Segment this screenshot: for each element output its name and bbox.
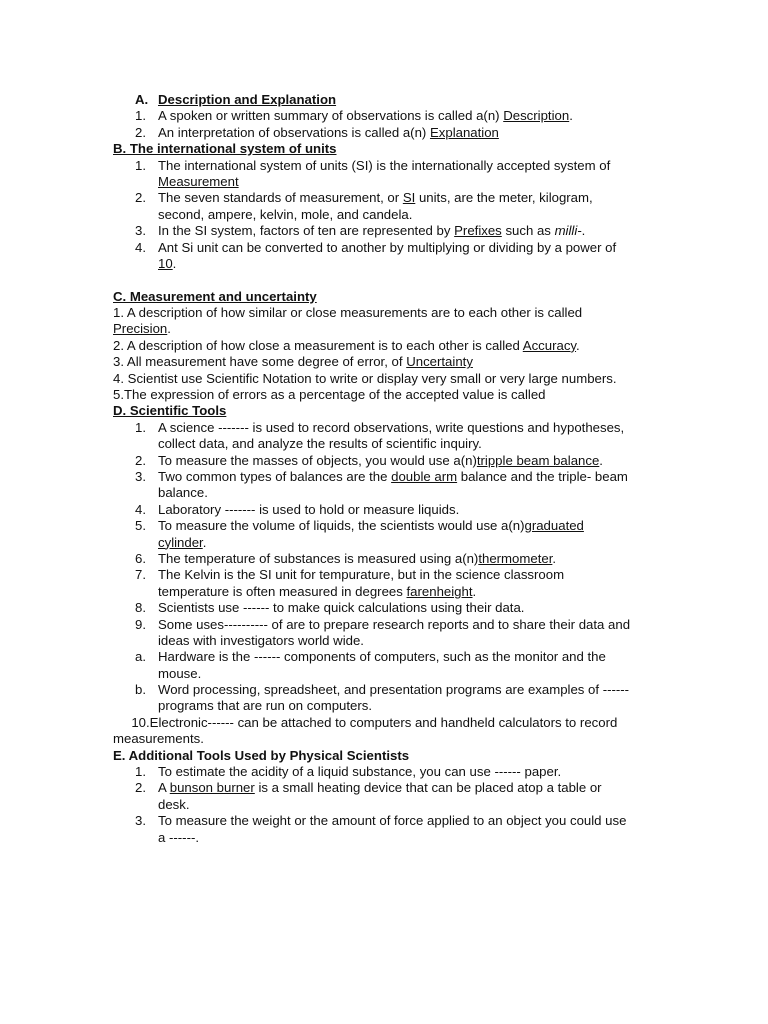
section-d-heading: D. Scientific Tools	[113, 403, 227, 419]
answer-text: Measurement	[158, 173, 239, 189]
answer-text: cylinder	[158, 534, 203, 550]
answer-text: Uncertainty	[406, 354, 473, 370]
section-c-heading: C. Measurement and uncertainty	[113, 288, 317, 304]
answer-text: double arm	[391, 468, 458, 484]
section-b-heading: B. The international system of units	[113, 141, 337, 157]
list-item: 9. Some uses---------- of are to prepare research reports and to share their data and	[135, 616, 631, 632]
list-item: 2. A description of how close a measurement is to each other is called Accuracy.	[113, 337, 580, 353]
list-item: 3. In the SI system, factors of ten are represented by Prefixes such as milli-.	[135, 223, 586, 239]
answer-text: 10	[158, 255, 173, 271]
answer-text: Explanation	[429, 124, 499, 140]
list-item: a. Hardware is the ------ components of computers, such as the monitor and the	[135, 649, 606, 665]
answer-text: graduated	[524, 518, 584, 534]
list-item: 1. A spoken or written summary of observations is called a(n) Description.	[135, 108, 573, 124]
list-item: 4. Laboratory ------- is used to hold or measure liquids.	[135, 501, 460, 517]
list-item: 3. To measure the weight or the amount of force applied to an object you could use	[135, 813, 627, 829]
list-item: 3. All measurement have some degree of error, of Uncertainty	[113, 354, 473, 370]
answer-text: tripple beam balance	[476, 452, 600, 468]
answer-text: SI	[402, 190, 416, 206]
list-item: 10.Electronic------ can be attached to computers and handheld calculators to record	[113, 714, 618, 730]
section-a-title: Description and Explanation	[158, 92, 337, 107]
section-a-heading	[113, 92, 658, 108]
list-item: 7. The Kelvin is the SI unit for tempurature, but in the science classroom	[135, 567, 565, 583]
answer-text: thermometer	[478, 550, 553, 566]
list-item: 8. Scientists use ------ to make quick calculations using their data.	[135, 600, 525, 616]
list-item: 5.The expression of errors as a percentage of the accepted value is called	[113, 387, 546, 403]
section-a-letter: A.	[135, 92, 149, 107]
list-item: 1. The international system of units (SI) is the internationally accepted system of	[135, 157, 611, 173]
list-item: 1. To estimate the acidity of a liquid substance, you can use ------ paper.	[135, 764, 562, 780]
answer-text: bunson burner	[169, 780, 255, 796]
list-item: 2. The seven standards of measurement, or SI units, are the meter, kilogram,	[135, 190, 593, 206]
list-item: 3. Two common types of balances are the double arm balance and the triple- beam	[135, 468, 628, 484]
list-item: 1. A description of how similar or close measurements are to each other is called	[113, 305, 583, 321]
answer-text: Prefixes	[454, 223, 502, 239]
list-item: 2. A bunson burner is a small heating device that can be placed atop a table or	[135, 780, 602, 796]
list-item: 5. To measure the volume of liquids, the scientists would use a(n)graduated	[135, 518, 584, 534]
list-item: 4. Ant Si unit can be converted to another by multiplying or dividing by a power of	[135, 239, 617, 255]
list-item: 2. To measure the masses of objects, you would use a(n)tripple beam balance.	[135, 452, 603, 468]
list-item: b. Word processing, spreadsheet, and presentation programs are examples of ------	[135, 682, 630, 698]
answer-text: Precision	[113, 321, 168, 337]
answer-text: farenheight	[406, 583, 473, 599]
list-item: 4. Scientist use Scientific Notation to write or display very small or very large numbers.	[113, 370, 617, 386]
answer-text: Accuracy	[522, 337, 577, 353]
section-e-heading: E. Additional Tools Used by Physical Scientists	[113, 747, 410, 763]
answer-text: Description	[503, 108, 570, 124]
list-item: 2. An interpretation of observations is called a(n) Explanation	[135, 124, 499, 140]
list-item: 1. A science ------- is used to record observations, write questions and hypotheses,	[135, 419, 625, 435]
list-item: 6. The temperature of substances is measured using a(n)thermometer.	[135, 550, 557, 566]
worksheet-page: A. Description and Explanation 1. A spoken or written summary of observations is called a(n) Description. 2. An interpretation of observations is called a(n) Explanation B. The international system of units 1. The international system of units (SI) is the internationally accepted system of Measurement 2. The seven standards of measurement, or SI units, are the meter, kilogram, second, ampere, kelvin, mole, and candela. 3. In the SI system, factors of ten are represented by Prefixes such as milli-. 4. Ant Si unit can be converted to another by multiplying or dividing by a power of 10. C. Measurement and uncertainty 1. A description of how similar or close measurements are to each other is called Precision. 2. A description of how close a measurement is to each other is called Accuracy. 3. All measurement have some degree of error, of Uncertainty 4. Scientist use Scientific Notation to write or display very small or very large numbers. 5.The expression of errors as a percentage of the accepted value is called D. Scientific Tools 1. A science ------- is used to record observations, write questions and hypotheses, collect data, and analyze the results of scientific inquiry. 2. To measure the masses of objects, you would use a(n)tripple beam balance. 3. Two common types of balances are the double arm balance and the triple- beam balance. 4. Laboratory ------- is used to hold or measure liquids. 5. To measure the volume of liquids, the scientists would use a(n)graduated cylinder. 6. The temperature of substances is measured using a(n)thermometer. 7. The Kelvin is the SI unit for tempurature, but in the science classroom temperature is often measured in degrees farenheight. 8. Scientists use ------ to make quick calculations using their data. 9. Some uses---------- of are to prepare research reports and to share their data and ideas with investigators world wide. a. Hardware is the ------ components of computers, such as the monitor and the mouse. b. Word processing, spreadsheet, and presentation programs are examples of ------ programs that are run on computers. 10.Electronic------ can be attached to computers and handheld calculators to record measurements. E. Additional Tools Used by Physical Scientists 1. To estimate the acidity of a liquid substance, you can use ------ paper. 2. A bunson burner is a small heating device that can be placed atop a table or desk. 3. To measure the weight or the amount of force applied to an object you could use a ------.	[113, 92, 658, 846]
